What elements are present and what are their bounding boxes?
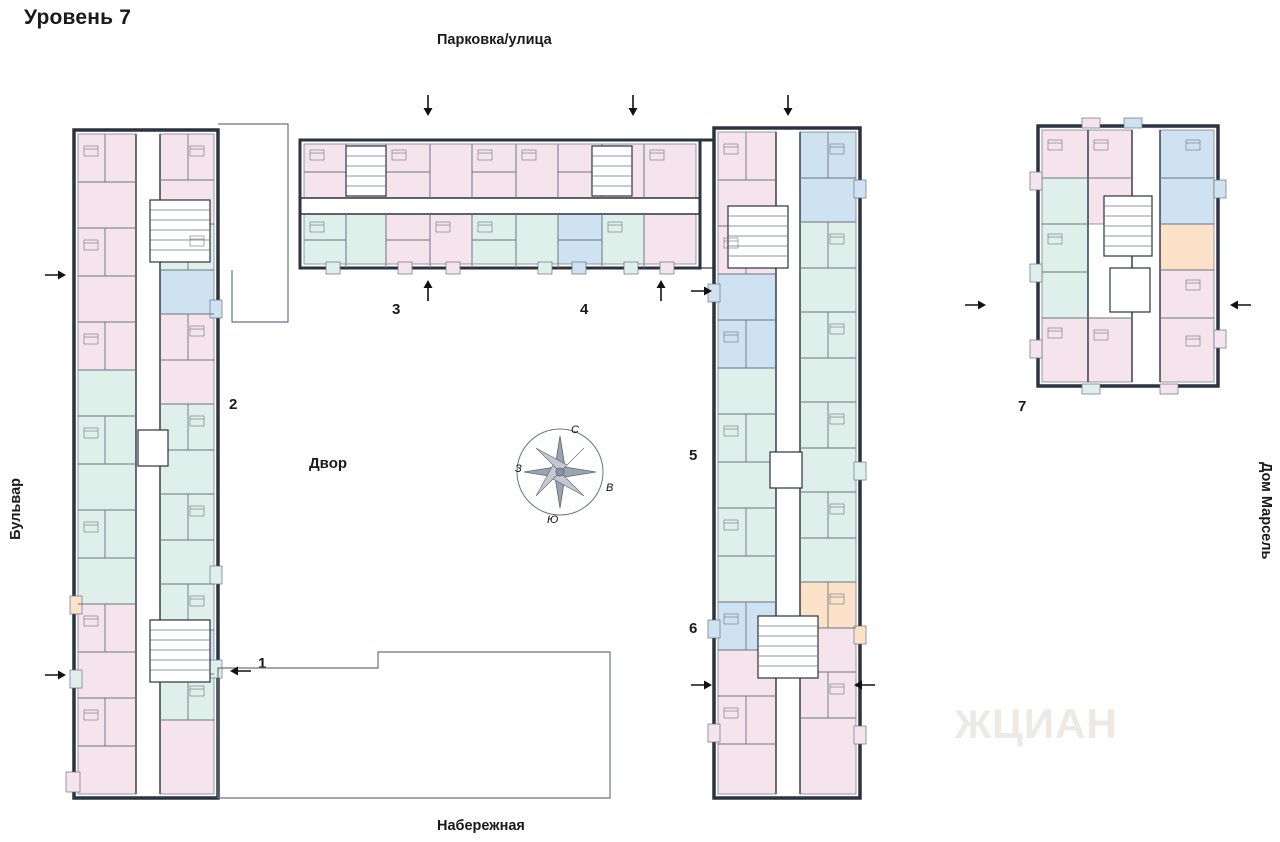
top-wing [232, 124, 700, 322]
arrow-sec7-right-icon [1228, 292, 1254, 318]
watermark-mark: Ж [955, 703, 993, 747]
compass-east-label: В [606, 482, 614, 494]
arrow-top-1-icon [415, 92, 441, 118]
watermark-text: ЦИАН [992, 700, 1118, 747]
compass-south-label: Ю [547, 514, 559, 526]
arrow-sec7-left-icon [962, 292, 988, 318]
section-number-4: 4 [580, 301, 589, 318]
section-number-3: 3 [392, 301, 401, 318]
compass-north-label: С [571, 424, 579, 436]
section-number-5: 5 [689, 447, 698, 464]
edge-label-parking: Парковка/улица [437, 32, 552, 48]
arrow-left-1-icon [42, 262, 68, 288]
section-number-6: 6 [689, 620, 698, 637]
arrow-left-in-1-icon [228, 658, 254, 684]
arrow-top-2-icon [620, 92, 646, 118]
arrow-right-in-1-icon [688, 278, 714, 304]
section-7-block [1030, 118, 1226, 394]
arrow-right-in-2-icon [688, 672, 714, 698]
page-title: Уровень 7 [24, 6, 132, 29]
edge-label-boulevard: Бульвар [8, 478, 24, 540]
edge-label-marcel-house: Дом Марсель [1258, 462, 1274, 560]
edge-label-embankment: Набережная [437, 818, 525, 834]
compass-west-label: З [515, 463, 522, 475]
courtyard-label: Двор [309, 455, 348, 472]
section-number-7: 7 [1018, 398, 1027, 415]
arrow-up-1-icon [415, 278, 441, 304]
arrow-top-3-icon [775, 92, 801, 118]
section-number-1: 1 [258, 655, 267, 672]
right-wing [700, 128, 866, 798]
arrow-left-2-icon [42, 662, 68, 688]
arrow-up-2-icon [648, 278, 674, 304]
section-number-2: 2 [229, 396, 238, 413]
arrow-left-in-2-icon [852, 672, 878, 698]
